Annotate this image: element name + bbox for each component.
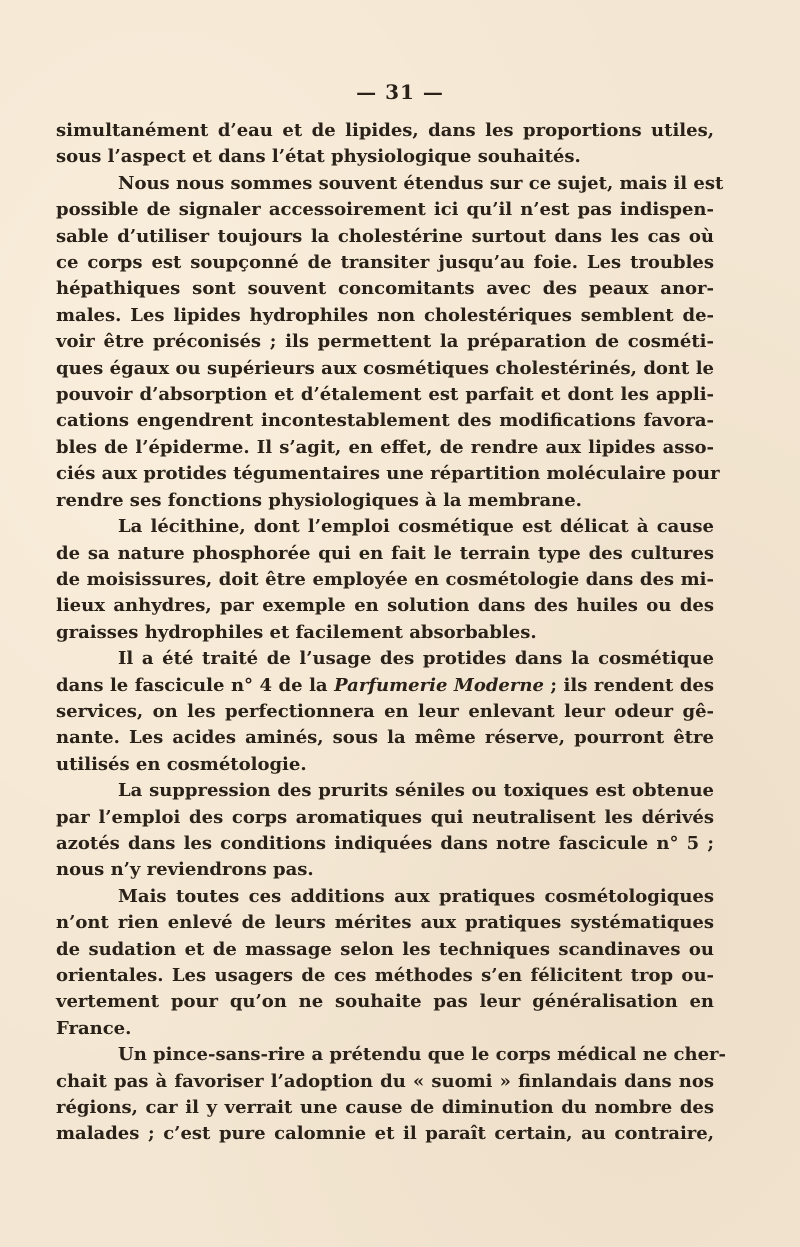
text-line: rendre ses fonctions physiologiques à la membrane.	[56, 489, 582, 511]
text-line: Il a été traité de l’usage des protides dans la cosmétique	[118, 648, 714, 670]
text-line: Mais toutes ces additions aux pratiques cosmétologiques	[118, 885, 714, 907]
text-line: chait pas à favoriser l’adoption du « suomi » finlandais dans nos	[56, 1070, 714, 1092]
text-line: sable d’utiliser toujours la cholestérine surtout dans les cas où	[56, 225, 714, 247]
paragraph	[56, 1042, 726, 1148]
text-line: hépathiques sont souvent concomitants avec des peaux anor-	[56, 278, 714, 300]
text-line: utilisés en cosmétologie.	[56, 753, 307, 775]
paragraph	[56, 778, 714, 884]
text-line: Nous nous sommes souvent étendus sur ce sujet, mais il est	[118, 172, 724, 194]
paragraph	[56, 884, 714, 1042]
text-line: azotés dans les conditions indiquées dans notre fascicule n° 5 ;	[56, 832, 714, 854]
text-line: services, on les perfectionnera en leur enlevant leur odeur gê-	[56, 700, 714, 722]
text-line: orientales. Les usagers de ces méthodes s’en félicitent trop ou-	[56, 965, 714, 986]
text-line: sous l’aspect et dans l’état physiologique souhaités.	[56, 146, 581, 168]
text-segment: ; ils rendent des	[543, 674, 715, 696]
body-text	[56, 118, 726, 1148]
text-line: France.	[56, 1017, 132, 1039]
text-line: nous n’y reviendrons pas.	[56, 859, 314, 881]
text-line: par l’emploi des corps aromatiques qui neutralisent les dérivés	[56, 806, 714, 828]
text-line: de sa nature phosphorée qui en fait le terrain type des cultures	[56, 542, 714, 564]
text-line: nante. Les acides aminés, sous la même réserve, pourront être	[56, 727, 714, 749]
text-line: voir être préconisés ; ils permettent la préparation de cosméti-	[56, 331, 714, 353]
paragraph	[56, 646, 714, 778]
text-line: La suppression des prurits séniles ou toxiques est obtenue	[118, 780, 714, 802]
text-line: cations engendrent incontestablement des modifications favora-	[56, 410, 714, 432]
text-line: La lécithine, dont l’emploi cosmétique est délicat à cause	[118, 516, 714, 538]
text-line: ce corps est soupçonné de transiter jusqu’au foie. Les troubles	[56, 252, 714, 274]
text-line: simultanément d’eau et de lipides, dans les proportions utiles,	[56, 120, 714, 141]
text-line: lieux anhydres, par exemple en solution dans des huiles ou des	[56, 595, 714, 617]
text-line	[56, 673, 714, 699]
text-line: ciés aux protides tégumentaires une répartition moléculaire pour	[56, 463, 720, 485]
journal-title: Parfumerie Moderne	[334, 674, 544, 696]
text-line: de sudation et de massage selon les techniques scandinaves ou	[56, 938, 714, 960]
text-line: régions, car il y verrait une cause de diminution du nombre des	[56, 1097, 714, 1119]
text-line: vertement pour qu’on ne souhaite pas leur généralisation en	[56, 991, 714, 1013]
text-line: n’ont rien enlevé de leurs mérites aux pratiques systématiques	[56, 912, 714, 934]
text-segment: dans le fascicule n° 4 de la	[56, 674, 335, 696]
text-line: possible de signaler accessoirement ici qu’il n’est pas indispen-	[56, 199, 714, 221]
text-line: ques égaux ou supérieurs aux cosmétiques cholestérinés, dont le	[56, 357, 714, 379]
page-number: — 31 —	[356, 80, 444, 104]
paragraph	[56, 118, 714, 171]
text-line: Un pince-sans-rire a prétendu que le corps médical ne cher-	[118, 1044, 726, 1066]
text-line: malades ; c’est pure calomnie et il paraît certain, au contraire,	[56, 1123, 714, 1145]
text-line: bles de l’épiderme. Il s’agit, en effet, de rendre aux lipides asso-	[56, 436, 714, 458]
text-line: males. Les lipides hydrophiles non cholestériques semblent de-	[56, 304, 714, 326]
paragraph	[56, 514, 714, 646]
text-line: graisses hydrophiles et facilement absorbables.	[56, 621, 537, 643]
paragraph	[56, 171, 724, 514]
text-line: pouvoir d’absorption et d’étalement est parfait et dont les appli-	[56, 384, 714, 406]
text-line: de moisissures, doit être employée en cosmétologie dans des mi-	[56, 568, 714, 590]
